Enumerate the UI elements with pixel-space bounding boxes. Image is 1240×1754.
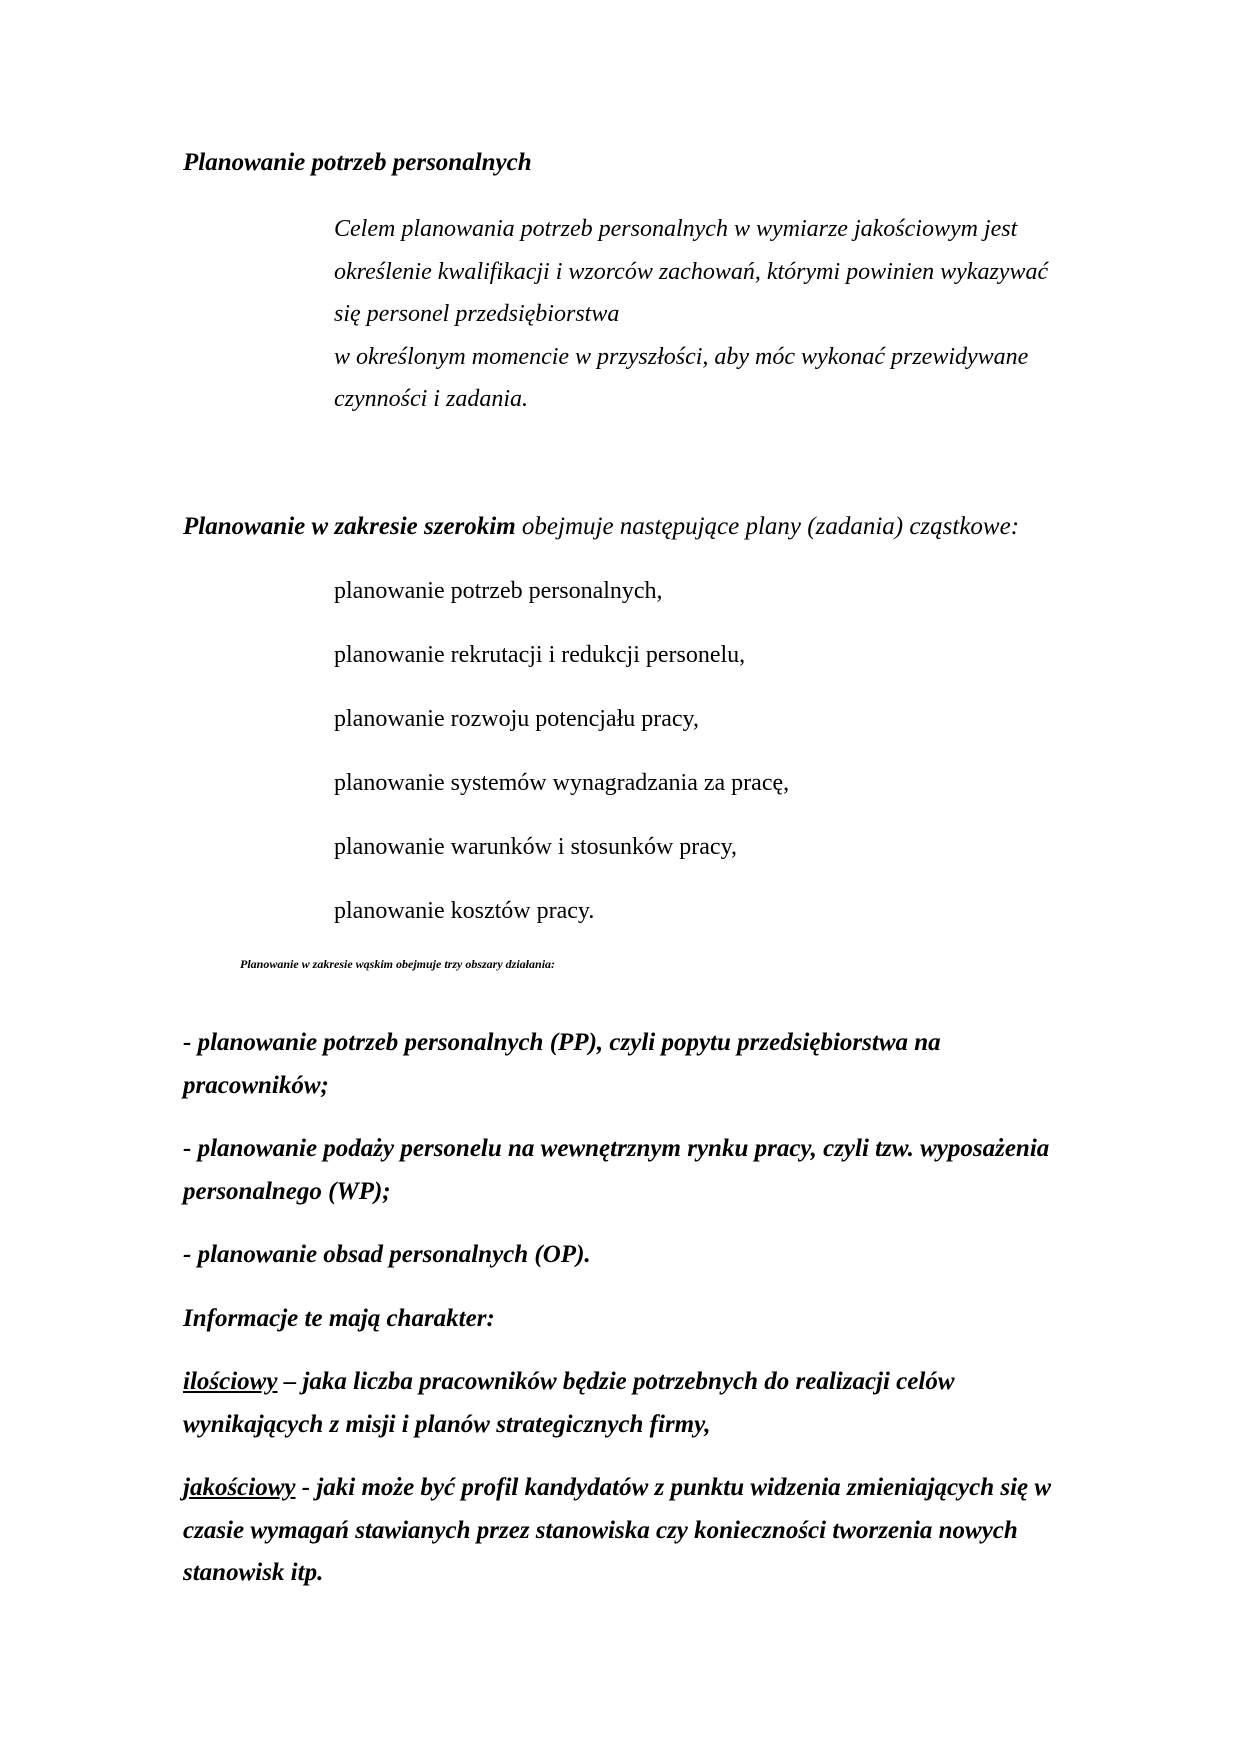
broad-planning-heading: [183, 510, 1019, 544]
list-item: planowanie kosztów pracy.: [334, 898, 595, 924]
document-title: Planowanie potrzeb personalnych: [183, 149, 532, 176]
narrow-item: - planowanie podaży personelu na wewnętrznym rynku pracy, czyli tzw. wyposażenia personalnego (WP);: [183, 1135, 1050, 1205]
intro-line: w określonym momencie w przyszłości, aby móc wykonać przewidywane: [334, 343, 1029, 370]
qualitative-paragraph: [183, 1467, 1083, 1595]
qualitative-text: - jaki może być profil kandydatów z punktu widzenia zmieniających się w czasie wymagań stawianych przez stanowiska czy konieczności tworzenia nowych stanowisk itp.: [183, 1474, 1052, 1586]
quantitative-text: – jaka liczba pracowników będzie potrzebnych do realizacji celów wynikających z misji i planów strategicznych firmy,: [183, 1368, 955, 1438]
narrow-item: - planowanie obsad personalnych (OP).: [183, 1241, 591, 1268]
intro-line: czynności i zadania.: [334, 386, 528, 412]
narrow-planning-heading: Planowanie w zakresie wąskim obejmuje trzy obszary działania:: [240, 957, 556, 971]
list-item: planowanie warunków i stosunków pracy,: [334, 834, 738, 860]
qualitative-term: jakościowy: [183, 1474, 296, 1501]
intro-line: Celem planowania potrzeb personalnych w wymiarze jakościowym jest: [334, 216, 1018, 242]
intro-paragraph: [334, 208, 1048, 421]
plans-list: [334, 574, 789, 958]
narrow-item: - planowanie potrzeb personalnych (PP), czyli popytu przedsiębiorstwa na pracowników;: [183, 1029, 941, 1099]
quantitative-paragraph: [183, 1361, 1083, 1446]
list-item: planowanie potrzeb personalnych,: [334, 578, 663, 604]
broad-planning-lead: Planowanie w zakresie szerokim: [183, 513, 516, 540]
info-heading: Informacje te mają charakter:: [183, 1304, 495, 1332]
list-item: planowanie rozwoju potencjału pracy,: [334, 706, 699, 732]
list-item: planowanie systemów wynagradzania za pracę,: [334, 770, 790, 796]
intro-line: określenie kwalifikacji i wzorców zachowań, którymi powinien wykazywać: [334, 258, 1049, 285]
intro-line: się personel przedsiębiorstwa: [334, 301, 620, 327]
narrow-planning-section: [183, 1022, 1083, 1616]
broad-planning-rest: obejmuje następujące plany (zadania) cząstkowe:: [515, 513, 1020, 540]
list-item: planowanie rekrutacji i redukcji personelu,: [334, 642, 746, 668]
quantitative-term: ilościowy: [183, 1368, 278, 1395]
